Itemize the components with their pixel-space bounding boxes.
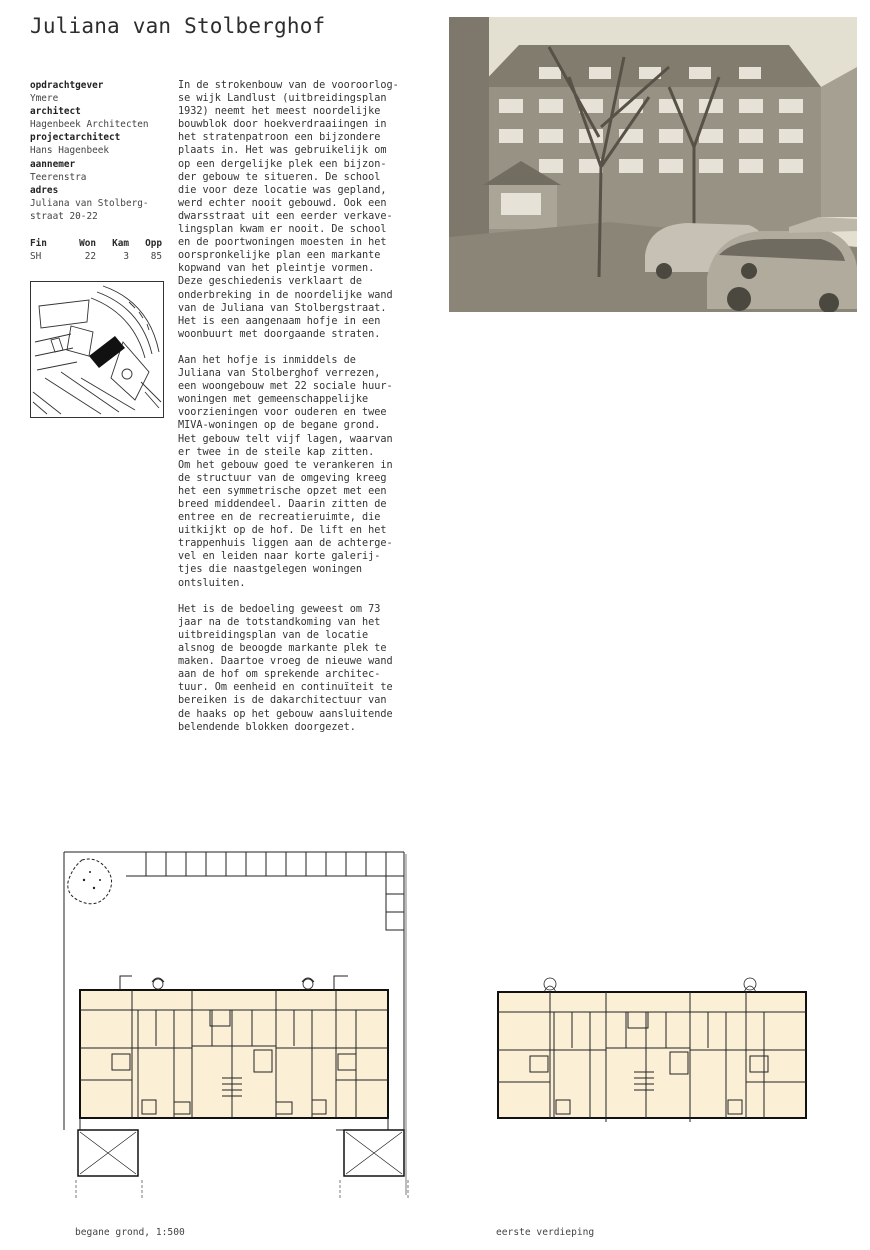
credit-value: Hagenbeek Architecten xyxy=(30,119,149,131)
housing-stats xyxy=(30,237,162,263)
stats-header: Opp xyxy=(145,238,162,249)
paragraph: In de strokenbouw van de vooroorlog- se wijk Landlust (uitbreidingsplan 1932) neemt het meest noordelijke bouwblok door hoekverdraaiingen in het stratenpatroon een bijzondere plaats in. Het was gebruikelijk om op een dergelijke plek een bijzon- der gebouw te situeren. De school die voor deze locatie was gepland, werd echter nooit gebouwd. Ook een dwarsstraat uit een eerder verkave- lingsplan kwam er nooit. De school en de poortwoningen moesten in het oorspronkelijke plan een markante kopwand van het pleintje vormen. Deze geschiedenis verklaart de onderbreking in de noordelijke wand van de Juliana van Stolbergstraat. Het is een aangenaam hofje in een woonbuurt met doorgaande straten. xyxy=(178,80,399,340)
page-title: Juliana van Stolberghof xyxy=(30,14,326,38)
credit-label: adres xyxy=(30,184,59,196)
credit-label: opdrachtgever xyxy=(30,80,104,91)
stats-value: 3 xyxy=(123,251,129,262)
building-photo xyxy=(449,17,857,312)
article-body xyxy=(178,79,414,747)
credit-label: projectarchitect xyxy=(30,132,121,144)
site-map-drawing xyxy=(31,282,163,417)
first-floor-plan xyxy=(494,972,810,1122)
credit-value: Ymere xyxy=(30,93,59,105)
paragraph: Het is de bedoeling geweest om 73 jaar na de totstandkoming van het uitbreidingsplan van de locatie alsnog de beoogde markante plek te maken. Daartoe vroeg de nieuwe wand aan de hof om sprekende architec- tuur. Om eenheid en continuïteit te bereiken is de dakarchitectuur van de haaks op het gebouw aansluitende belendende blokken doorgezet. xyxy=(178,603,393,733)
credit-value: Juliana van Stolberg- straat 20-22 xyxy=(30,197,149,222)
site-map xyxy=(30,281,164,418)
credit-value: Teerenstra xyxy=(30,171,87,183)
credit-label: aannemer xyxy=(30,158,76,170)
ground-floor-caption: begane grond, 1:500 xyxy=(75,1227,185,1238)
credit-value: Hans Hagenbeek xyxy=(30,145,110,157)
ground-floor-plan-drawing xyxy=(62,850,412,1205)
paragraph: Aan het hofje is inmiddels de Juliana van Stolberghof verrezen, een woongebouw met 22 sociale huur- woningen met gemeenschappelijke voorzieningen voor ouderen en twee MIVA-woningen op de begane grond. Het gebouw telt vijf lagen, waarvan er twee in de steile kap zitten. Om het gebouw goed te verankeren in de structuur van de omgeving kreeg het een symmetrische opzet met een breed middendeel. Daarin zitten de entree en de recreatieruimte, die uitkijkt op de hof. De lift en het trappenhuis liggen aan de achterge- vel en leiden naar korte galerij- tjes die naastgelegen woningen ontsluiten. xyxy=(178,354,393,589)
stats-value: 22 xyxy=(84,251,96,262)
stats-header: Won xyxy=(79,238,96,249)
credit-label: architect xyxy=(30,106,81,118)
stats-value: 85 xyxy=(150,251,162,262)
building-photo-drawing xyxy=(449,17,857,312)
first-floor-caption: eerste verdieping xyxy=(496,1227,595,1238)
stats-header: Fin xyxy=(30,238,47,249)
stats-table xyxy=(30,237,162,263)
first-floor-plan-drawing xyxy=(494,972,810,1122)
stats-header: Kam xyxy=(112,238,129,249)
project-credits xyxy=(30,79,170,223)
stats-value: SH xyxy=(30,251,42,262)
ground-floor-plan xyxy=(62,850,412,1205)
